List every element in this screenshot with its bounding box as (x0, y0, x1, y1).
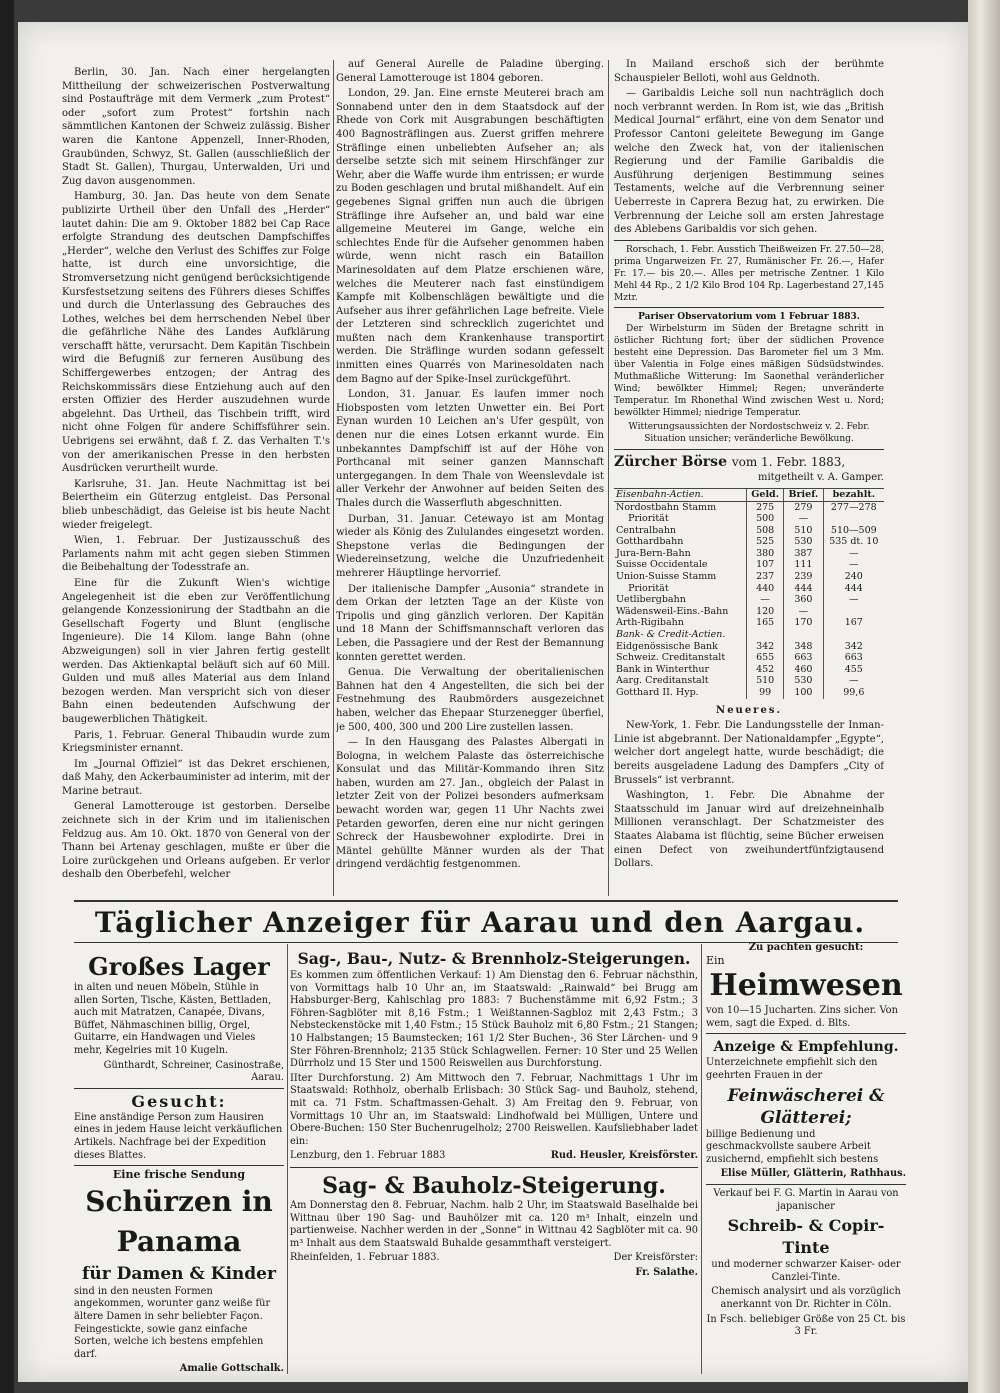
header-cell: Eisenbahn-Actien. (614, 488, 747, 501)
security-name: Priorität (616, 582, 669, 594)
neueres-title: Neueres. (716, 704, 782, 716)
ad-gesucht-text: Eine anständige Person zum Hausiren eines in jedem Hause leicht verkäuflichen Artikels. Nachfrage bei der Expedition dieses Blattes. (74, 1111, 283, 1161)
article-garibaldi: — Garibaldis Leiche soll nun nachträglich doch noch verbrannt werden. In Rom ist, wie das „British Medical Journal“ erfährt, eine von dem Senator und Professor Cantoni geleitete Bewegung im Gange welche den Zweck hat, von der italienischen Regierung und der Familie Garibaldis die Ausführung derjenigen Bestimmung seines Testaments, welche auf die Verbrennung seiner Ueberreste in Caprera Bezug hat, zu erwirken. Die Verbrennung der Leiche soll am ersten Jahrestage des Ablebens Garibaldis vor sich gehen. (614, 88, 884, 236)
price-cell: 663 (823, 652, 884, 664)
bourse-source: mitgetheilt v. A. Gamper. (757, 472, 884, 484)
price-cell: 277—278 (823, 501, 884, 513)
bourse-row (614, 513, 884, 525)
header-cell: bezahlt. (823, 488, 884, 501)
security-name: Jura-Bern-Bahn (616, 547, 691, 559)
ad-schuerzen-text: sind in den neusten Formen angekommen, worunter ganz weiße für ältere Damen in sehr beliebter Façon. Feingestickte, sowie ganz einfache Sorten, welche ich bestens empfehlen darf. (74, 1285, 271, 1360)
news-column-2 (336, 58, 604, 896)
security-name: Suisse Occidentale (616, 559, 708, 571)
bourse-row (614, 652, 884, 664)
bourse-row (614, 559, 884, 571)
bourse-row (614, 641, 884, 653)
price-cell: 387 (784, 548, 823, 560)
article-hamburg: Hamburg, 30. Jan. Das heute von dem Senate publizirte Urtheil über den Unfall des „Herder“ lautet dahin: Die am 9. Oktober 1882 bei Cap Race erfolgte Strandung des deutschen Dampfschiffes „Herder“, welche den Verlust des Schiffes zur Folge hatte, ist durch eine unvorsichtige, die Stromversetzung nicht genügend berücksichtigende Kursfestsetzung seitens des Führers dieses Schiffes und durch die Unterlassung des Gebrauches des Lothes, welches bei dem herrschenden Nebel über die gefährliche Nähe des Landes Aufklärung verschafft hätte, verursacht. Dem Kapitän Tischbein wird die Befugniß zur ferneren Ausübung des Schiffergewerbes entzogen; der Antrag des Reichskommissärs diese Entziehung auch auf den ersten Offizier des Herder auszudehnen wurde abgelehnt. Das Urtheil, das Tischbein trifft, wird nicht ohne Folgen für andere Schiffsführer sein. Uebrigens sei erwähnt, daß f. Z. das Verhalten T.'s von der amerikanischen Presse in den herbsten Ausdrücken verurtheilt wurde. (62, 191, 330, 475)
price-cell: 360 (784, 594, 823, 606)
column-divider (333, 60, 334, 896)
price-cell: 663 (784, 652, 823, 664)
page-edge (968, 0, 1000, 1393)
ads-right (706, 942, 906, 1378)
price-cell: 525 (747, 536, 784, 548)
price-cell: 444 (823, 583, 884, 595)
news-column-3 (614, 58, 884, 896)
price-cell: 444 (784, 583, 823, 595)
price-cell (823, 606, 884, 618)
price-cell: 655 (747, 652, 784, 664)
ad-signature-place: Lenzburg, den 1. Februar 1883 (290, 1150, 446, 1162)
price-cell: 342 (747, 641, 784, 653)
price-cell: 508 (747, 525, 784, 537)
ad-signature-title: Der Kreisförster: (613, 1252, 698, 1264)
column-divider (701, 944, 702, 1374)
price-cell: 120 (747, 606, 784, 618)
article-mailand: In Mailand erschoß sich der berühmte Schauspieler Belloti, wohl aus Geldnoth. (614, 59, 884, 84)
bourse-row (614, 675, 884, 687)
article-london-1: London, 29. Jan. Eine ernste Meuterei brach am Sonnabend unter den in dem Staatsdock auf der Rhede von Cork mit Ausgrabungen beschäftigten 400 Bagnosträflingen aus. Zuerst griffen mehrere Sträflinge einen unbeliebten Aufseher an; als derselbe setzte sich mit seinem Hirschfänger zur Wehr, aber die Waffe wurde ihm entrissen; er wurde zu Boden geschlagen und brutal mißhandelt. Auf ein gegebenes Signal griffen nun auch die übrigen Sträflinge ihre Aufseher an, und bald war eine allgemeine Meuterei im Gange, welche ein schlechtes Ende für die Aufseher genommen haben würde, wenn nicht rasch ein Bataillon Marinesoldaten auf dem Platze erschienen wäre, welches die Meuterer nach fast einstündigem Kampfe mit Kolbenschlägen bewältigte und die Aufseher aus ihrer gefährlichen Lage befreite. Viele der Letzteren sind schrecklich zugerichtet und mußten nach dem Krankenhause transportirt werden. Die Sträflinge wurden sodann gefesselt inmitten eines Quarrés von Marinesoldaten nach dem Bagno auf der Spike-Insel zurückgeführt. (336, 88, 604, 385)
ad-sendung: Eine frische Sendung (112, 1168, 246, 1182)
bourse-rail-rows (614, 501, 884, 629)
article-paris: Paris, 1. Februar. General Thibaudin wurde zum Kriegsminister ernannt. (62, 729, 330, 755)
article-karlsruhe: Karlsruhe, 31. Jan. Heute Nachmittag ist bei Beiertheim ein Güterzug entgleist. Das Personal blieb unbeschädigt, das Geleise ist bis heute Nacht wieder freigelegt. (62, 478, 330, 531)
ad-signature-name: Rud. Heusler, Kreisförster. (550, 1150, 698, 1162)
news-column-1 (62, 66, 330, 896)
price-cell: 237 (747, 571, 784, 583)
price-cell (823, 513, 884, 525)
security-name: Eidgenössische Bank (616, 640, 718, 652)
bourse-header-row (614, 488, 884, 501)
price-cell: 380 (747, 548, 784, 560)
anzeiger-title: Täglicher Anzeiger für Aarau und den Aargau. (94, 906, 866, 939)
price-cell: 500 (747, 513, 784, 525)
weather-outlook: Witterungsaussichten der Nordostschweiz v. 2. Febr. Situation unsicher; veränderliche Bewölkung. (628, 421, 870, 444)
ad-bauholz-signature (290, 1252, 698, 1265)
ad-schuerzen-signature: Amalie Gottschalk. (179, 1363, 284, 1372)
price-cell: 99,6 (823, 687, 884, 699)
security-name: Uetlibergbahn (616, 594, 686, 606)
divider (74, 1088, 284, 1089)
price-cell: — (823, 594, 884, 606)
security-name: Centralbahn (616, 524, 677, 536)
bourse-row (614, 571, 884, 583)
weather-title: Pariser Observatorium vom 1 Februar 1883. (638, 311, 860, 322)
ad-gesucht-title: Gesucht: (131, 1091, 227, 1111)
ad-schuerzen: Schürzen in Panama (85, 1184, 273, 1258)
security-name: Union-Suisse Stamm (616, 571, 717, 583)
ad-tinte: Schreib- & Copir-Tinte (727, 1216, 885, 1258)
security-name: Wädensweil-Eins.-Bahn (616, 605, 729, 617)
divider (706, 1033, 906, 1034)
article-washington: Washington, 1. Febr. Die Abnahme der Staatsschuld im Januar wird auf dreizehneinhalb Millionen veranschlagt. Der Schatzmeister des Staates Alabama ist flüchtig, seine Bücher erweisen einen Defect von zweihundertfünfzigtausend Dollars. (614, 790, 884, 870)
bourse-row (614, 664, 884, 676)
price-cell: 535 dt. 10 (823, 536, 884, 548)
ad-fuer: für Damen & Kinder (82, 1263, 276, 1284)
security-name: Schweiz. Creditanstalt (616, 652, 726, 664)
article-genua: Genua. Die Verwaltung der oberitalienischen Bahnen hat den 4 Angestellten, die sich bei der Festnehmung des Raubmörders ausgezeichnet haben, welcher das Ehepaar Sturzenegger überfiel, je 500, 400, 300 und 200 Lire zustellen lassen. (336, 667, 604, 733)
article-lamotterouge-cont: auf General Aurelle de Paladine überging. General Lamotterouge ist 1804 geboren. (336, 59, 604, 84)
ad-heimwesen: Heimwesen (709, 968, 903, 1004)
article-wien-stadtbahn: Eine für die Zukunft Wien's wichtige Angelegenheit ist die eben zur Veröffentlichung gelangende Konzessionirung der Stadtbahn an die Gesellschaft Fogerty und Blunt (englische Ingenieure). Die 14 Kilom. lange Bahn (ohne Abzweigungen) soll in vier Jahren fertig gestellt werden. Das Aktienkaptal beläuft sich auf 60 Mill. Gulden und muß alles Material aus dem Inland bezogen werden. Man verspricht sich von dieser Bahn einen bedeutenden Aufschwung der baugewerblichen Thätigkeit. (62, 577, 330, 725)
price-cell: 440 (747, 583, 784, 595)
price-cell: 510 (747, 675, 784, 687)
price-cell: 348 (784, 641, 823, 653)
bourse-row (614, 536, 884, 548)
security-name: Bank in Winterthur (616, 663, 710, 675)
bourse-date: vom 1. Febr. 1883, (731, 454, 846, 469)
ad-bauholz-title: Sag- & Bauholz-Steigerung. (322, 1172, 666, 1199)
ad-verkauf: Verkauf bei F. G. Martin in Aarau von japanischer (713, 1187, 899, 1212)
divider (74, 1165, 284, 1166)
ad-bauholz-text: Am Donnerstag den 8. Februar, Nachm. halb 2 Uhr, im Staatswald Baselhalde bei Wittnau über 190 Sag- und Bauhölzer mit ca. 120 m³ Inhalt, einzeln und partienweise. Nachher werden in der „Sonne“ in Wittnau 42 Sagblöter mit ca. 90 m³ Inhalt aus dem Staatswald Buhalde gesammthaft versteigert. (290, 1199, 698, 1249)
ad-tinte-text-3: In Fsch. beliebiger Größe von 25 Ct. bis 3 Fr. (706, 1313, 906, 1338)
price-cell: — (823, 675, 884, 687)
article-wien: Wien, 1. Februar. Der Justizausschuß des Parlaments nahm mit acht gegen sieben Stimmen die Beibehaltung der Todesstrafe an. (62, 535, 330, 574)
ad-signature-name-2: Fr. Salathe. (635, 1266, 698, 1278)
divider (614, 307, 884, 308)
price-cell: 167 (823, 617, 884, 629)
price-cell: 100 (784, 687, 823, 699)
security-name: Gotthardbahn (616, 536, 684, 548)
price-cell: 275 (747, 501, 784, 513)
price-cell: 240 (823, 571, 884, 583)
article-lamotterouge: General Lamotterouge ist gestorben. Derselbe zeichnete sich in der Krim und im italienischen Feldzug aus. Am 10. Okt. 1870 von General von der Thann bei Artenay geschlagen, mußte er über die Loire zurückgehen und Orleans aufgeben. Er verlor deshalb den Oberbefehl, welcher (62, 801, 330, 881)
divider (706, 1184, 906, 1185)
price-cell: 530 (784, 536, 823, 548)
price-cell: 99 (747, 687, 784, 699)
price-cell: 170 (784, 617, 823, 629)
ad-steigerungen-signature (290, 1150, 698, 1163)
ad-pachten: Zu pachten gesucht: (748, 942, 864, 953)
article-new-york: New-York, 1. Febr. Die Landungsstelle der Inman-Linie ist abgebrannt. Der Nationaldampfer „Egypte“, welcher dort angelegt hatte, wurde beschädigt; die bereits ausgeladene Ladung des Dampfers „City of Brussels“ ist verbrannt. (614, 720, 884, 786)
price-cell: 510—509 (823, 525, 884, 537)
header-cell: Brief. (784, 488, 823, 501)
price-cell: 452 (747, 664, 784, 676)
ad-tinte-text: und moderner schwarzer Kaiser- oder Canzlei-Tinte. (711, 1259, 901, 1283)
divider (614, 449, 884, 450)
security-name: Priorität (616, 513, 669, 525)
ad-steigerungen-text-2: IIter Durchforstung. 2) Am Mittwoch den 7. Februar, Nachmittags 1 Uhr im Staatswald: Rothholz, oberhalb Erlisbach: 30 Stück Sag- und Bauholz, stehend, mit ca. 71 Fstm. Schaftmassen-Gehalt. 3) Am Freitag den 9. Februar, von Vormittags 10 Uhr an, im Staatswald: Lindhofwald bei Mülligen, Untere und Obere-Buchen: 150 Ster Buchenrugelholz; 2700 Reiswellen. Kaufsliebhaber ladet ein: (290, 1072, 698, 1147)
ad-steigerungen-title: Sag-, Bau-, Nutz- & Brennholz-Steigerungen. (297, 949, 691, 968)
ad-feinwaescherei: Feinwäscherei & Glätterei; (727, 1085, 885, 1128)
ad-anzeige-text: Unterzeichnete empfiehlt sich den geehrten Frauen in der (706, 1057, 878, 1081)
bourse-row (614, 583, 884, 595)
divider (290, 1167, 698, 1168)
article-journal-offiziel: Im „Journal Offiziel“ ist das Dekret erschienen, daß Mahy, den Ackerbauminister ad interim, mit der Marine betraut. (62, 758, 330, 797)
section-divider (74, 900, 898, 902)
price-cell: 165 (747, 617, 784, 629)
bourse-heading (614, 453, 884, 470)
weather-report: Der Wirbelsturm im Süden der Bretagne schritt in östlicher Richtung fort; über der südlichen Provence besteht eine Depression. Das Barometer fiel um 3 Mm. über Valentia in Folge eines mäßigen Südsüdstwindes. Muthmaßliche Witterung: Im Saonethal veränderlicher Wind; bewölkter Himmel; Regen; unveränderte Temperatur. Im Rhonethal Wind zwischen West u. Nord; bewölkter Himmel; niedrige Temperatur. (614, 323, 884, 418)
price-cell: 530 (784, 675, 823, 687)
price-cell: 342 (823, 641, 884, 653)
price-cell: 107 (747, 559, 784, 571)
bourse-section-row (614, 629, 884, 641)
article-berlin: Berlin, 30. Jan. Nach einer hergelangten Mittheilung der schweizerischen Postverwaltung sind Postaufträge mit dem Vermerk „zum Protest“ oder „sofort zum Protest“ fortshin nach sämmtlichen Kantonen der Schweiz zulässig. Bisher waren die Kantone Appenzell, Inner-Rhoden, Graubünden, Schwyz, St. Gallen (ausschließlich der Stadt St. Gallen), Thurgau, Unterwalden, Uri und Zug davon ausgenommen. (62, 67, 330, 187)
article-durban: Durban, 31. Januar. Cetewayo ist am Montag wieder als König des Zululandes eingesetzt worden. Shepstone verlas die Bedingungen der Wiedereinsetzung, welche die Unzufriedenheit mehrerer Häuptlinge hervorrief. (336, 513, 604, 579)
ad-anzeige-text-2: billige Bedienung und geschmackvollste saubere Arbeit zusichernd, empfiehlt sich bestens (706, 1128, 879, 1165)
price-cell: 111 (784, 559, 823, 571)
ad-ein: Ein (706, 953, 725, 967)
header-cell: Geld. (747, 488, 784, 501)
price-cell: — (784, 606, 823, 618)
ad-steigerungen-text: Es kommen zum öffentlichen Verkauf: 1) Am Dienstag den 6. Februar nächsthin, von Vormittags halb 10 Uhr an, im Staatswald: „Rainwald“ bei Brugg am Habsburger-Berg, Kahlschlag pro 1883: 7 Buchenstämme mit 6,92 Fstm.; 3 Föhren-Sagblöter mit 8,16 Fstm.; 1 Weißtannen-Sagbloz mit 2,43 Fstm.; 3 Nebsteckenstöcke mit 1,40 Fstm.; 15 Stück Bauholz mit 6,80 Fstm.; 21 Stangen; 10 Halbstangen; 15 Baumstecken; 161 1/2 Ster Buchen-, 36 Ster Lärchen- und 9 Ster Föhren-Brennholz; 2135 Stück Schlagwellen. Ferner: 10 Ster und 25 Wellen Dürrholz und 15 Ster und 1500 Reiswellen aus Durchforstung. (290, 970, 698, 1070)
section-label: Bank- & Credit-Actien. (616, 629, 726, 641)
ad-tinte-text-2: Chemisch analysirt und als vorzüglich anerkannt von Dr. Richter in Cöln. (711, 1286, 901, 1310)
price-cell: 279 (784, 501, 823, 513)
ads-middle (290, 948, 698, 1378)
ad-lager-text: in alten und neuen Möbeln, Stühle in allen Sorten, Tische, Kästen, Bettladen, auch mit Matratzen, Canapée, Divans, Büffet, Nähmaschinen billig, Orgel, Guitarre, ein Handwagen und Vieles mehr, Kegelries mit 10 Kugeln. (74, 982, 272, 1056)
price-cell: 239 (784, 571, 823, 583)
article-bologna: — In den Hausgang des Palastes Albergati in Bologna, in welchem Palaste das österreichische Konsulat und das Militär-Kommando ihren Sitz haben, wurden am 27. Jan., obgleich der Palast in letzter Zeit von der Polizei besonders aufmerksam bewacht worden war, gegen 11 Uhr Nachts zwei Petarden geworfen, deren eine nur nicht geringen Schreck der Hausbewohner explodirte. Drei in Mäntel gehüllte Männer wurden als der That dringend verdächtig festgenommen. (336, 737, 604, 871)
security-name: Gotthard II. Hyp. (616, 687, 699, 698)
ad-signature-place: Rheinfelden, 1. Februar 1883. (290, 1252, 440, 1264)
price-cell: — (784, 513, 823, 525)
bourse-title: Zürcher Börse (614, 453, 727, 470)
price-cell: 510 (784, 525, 823, 537)
security-name: Aarg. Creditanstalt (616, 675, 709, 687)
price-cell: — (823, 548, 884, 560)
bourse-table (614, 488, 884, 699)
bourse-row (614, 548, 884, 560)
price-cell: 455 (823, 664, 884, 676)
ad-anzeige-signature: Elise Müller, Glätterin, Rathhaus. (720, 1168, 906, 1180)
bourse-row (614, 501, 884, 513)
article-london-2: London, 31. Januar. Es laufen immer noch Hiobsposten vom letzten Unwetter ein. Bei Port Eynan wurden 10 Leichen an's Ufer gespült, von denen nur die eines Lotsen erkannt wurde. Ein unbekanntes Dampfschiff ist auf der Höhe von Porthcanal mit seiner ganzen Mannschaft untergegangen. In dem Thale von Weenslevdale ist aller Verkehr der Anwohner auf beiden Seiten des Thales durch die Wasserfluth abgeschnitten. (336, 389, 604, 509)
column-divider (287, 944, 288, 1374)
security-name: Nordostbahn Stamm (616, 501, 717, 513)
price-cell: 460 (784, 664, 823, 676)
bourse-row (614, 525, 884, 537)
bourse-bank-rows (614, 641, 884, 699)
bourse-row (614, 594, 884, 606)
book-spine (0, 0, 14, 1393)
security-name: Arth-Rigibahn (616, 617, 684, 629)
price-cell: — (823, 559, 884, 571)
ad-lager-signature: Günthardt, Schreiner, Casinostraße, Aarau. (103, 1059, 284, 1084)
article-ausonia: Der italienische Dampfer „Ausonia“ strandete in dem Orkan der letzten Tage an der Küste von Tripolis und ging gänzlich verloren. Der Kapitän und 18 Mann der Schiffsmannschaft verloren das Leben, die Passagiere und der Rest der Bemannung konnten gerettet werden. (336, 583, 604, 663)
bourse-row (614, 687, 884, 699)
ad-heimwesen-text: von 10—15 Jucharten. Zins sicher. Von wem, sagt die Exped. d. Blts. (706, 1005, 898, 1029)
ad-anzeige-title: Anzeige & Empfehlung. (713, 1039, 899, 1056)
divider (614, 240, 884, 241)
column-divider (608, 60, 609, 896)
price-cell: — (747, 594, 784, 606)
bourse-row (614, 606, 884, 618)
bourse-row (614, 617, 884, 629)
ad-lager-title: Großes Lager (88, 952, 270, 981)
ads-left (74, 952, 284, 1372)
market-rorschach: Rorschach, 1. Febr. Ausstich Theißweizen Fr. 27.50—28, prima Ungarweizen Fr. 27, Rumänischer Fr. 26.—, Hafer Fr. 17.— bis 20.—. Alles per metrische Zentner. 1 Kilo Mehl 44 Rp., 2 1/2 Kilo Brod 104 Rp. Lagerbestand 27,145 Mztr. (614, 244, 884, 303)
